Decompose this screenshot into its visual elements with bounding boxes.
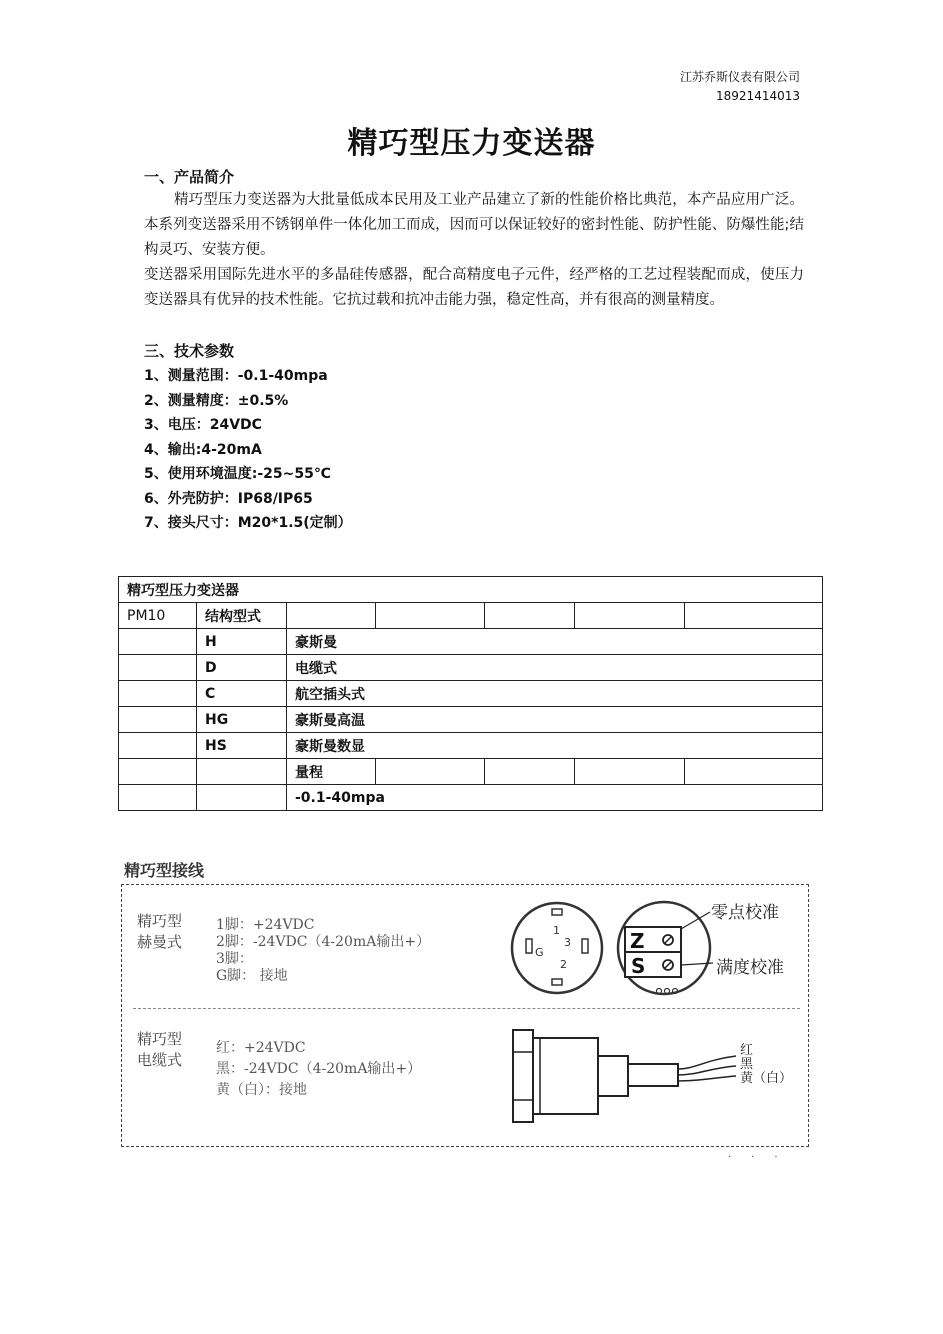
- table-row: [119, 655, 823, 681]
- span-calibration-callout: 满度校准: [716, 958, 784, 978]
- cable-wire-yellow: 黄（白）：接地: [216, 1082, 307, 1098]
- calibration-drawing: [613, 896, 713, 1000]
- pin-3-label: 3: [564, 936, 571, 949]
- hirschmann-connector-drawing: [508, 896, 608, 1000]
- zero-mark: Z: [630, 929, 645, 953]
- structure-desc: 豪斯曼: [287, 629, 823, 655]
- pin-g-label: G: [535, 946, 544, 959]
- cable-wire-red: 红：+24VDC: [216, 1040, 306, 1056]
- range-header: 量程: [287, 759, 376, 785]
- structure-code: H: [197, 629, 287, 655]
- hirschmann-pin-2: 2脚：-24VDC（4-20mA输出+）: [216, 934, 431, 950]
- table-row: [119, 629, 823, 655]
- structure-header: 结构型式: [197, 603, 287, 629]
- structure-desc: 电缆式: [287, 655, 823, 681]
- intro-paragraph-1: 精巧型压力变送器为大批量低成本民用及工业产品建立了新的性能价格比典范，本产品应用广泛。本系列变送器采用不锈钢单件一体化加工而成，因而可以保证较好的密封性能、防护性能、防爆性能;结构灵巧、安装方便。: [144, 192, 804, 258]
- cable-label-1: 精巧型: [137, 1030, 183, 1048]
- structure-desc: 航空插头式: [287, 681, 823, 707]
- spec-item: 2、测量精度：±0.5%: [144, 393, 289, 409]
- spec-item: 4、输出:4-20mA: [144, 442, 262, 458]
- structure-code: HG: [197, 707, 287, 733]
- company-name: 江苏乔斯仪表有限公司: [679, 70, 800, 84]
- spec-item: 6、外壳防护：IP68/IP65: [144, 491, 313, 507]
- wire-tag-red: 红: [740, 1043, 754, 1058]
- wiring-title: 精巧型接线: [124, 861, 205, 880]
- model-code: PM10: [119, 603, 197, 629]
- spec-item: 5、使用环境温度:-25~55℃: [144, 466, 331, 482]
- cable-wire-black: 黑：-24VDC（4-20mA输出+）: [216, 1061, 422, 1077]
- specs-heading: 三、技术参数: [144, 342, 235, 360]
- structure-desc: 豪斯曼高温: [287, 707, 823, 733]
- spec-item: 7、接头尺寸：M20*1.5(定制）: [144, 515, 352, 531]
- table-row: [119, 707, 823, 733]
- decorative-dots: ···: [728, 1152, 798, 1163]
- wire-tag-yellow: 黄（白）: [740, 1071, 793, 1086]
- structure-code: D: [197, 655, 287, 681]
- hirschmann-pin-1: 1脚：+24VDC: [216, 917, 315, 933]
- structure-code: C: [197, 681, 287, 707]
- zero-calibration-callout: 零点校准: [711, 903, 779, 923]
- spec-item: 3、电压：24VDC: [144, 417, 262, 433]
- table-row: [119, 681, 823, 707]
- table-row: [119, 759, 823, 785]
- page-title: 精巧型压力变送器: [347, 126, 596, 161]
- span-mark: S: [631, 954, 646, 978]
- table-row: [119, 603, 823, 629]
- intro-heading: 一、产品简介: [144, 168, 235, 186]
- hirschmann-pin-g: G脚： 接地: [216, 968, 288, 984]
- selection-table: [118, 576, 823, 811]
- table-title-row: [119, 577, 823, 603]
- table-title: 精巧型压力变送器: [119, 577, 823, 603]
- hirschmann-label-2: 赫曼式: [137, 933, 183, 951]
- structure-code: HS: [197, 733, 287, 759]
- structure-desc: 豪斯曼数显: [287, 733, 823, 759]
- pin-2-label: 2: [560, 958, 567, 971]
- hirschmann-label-1: 精巧型: [137, 912, 183, 930]
- wiring-divider: [133, 1008, 800, 1009]
- cable-transmitter-drawing: [510, 1026, 742, 1126]
- spec-item: 1、测量范围：-0.1-40mpa: [144, 368, 328, 384]
- hirschmann-pin-3: 3脚：: [216, 951, 253, 967]
- company-phone: 18921414013: [716, 89, 800, 103]
- table-row: [119, 733, 823, 759]
- wire-tag-black: 黑: [740, 1057, 754, 1072]
- range-value: -0.1-40mpa: [287, 785, 823, 811]
- pin-1-label: 1: [553, 924, 560, 937]
- cable-label-2: 电缆式: [137, 1051, 183, 1069]
- table-row: [119, 785, 823, 811]
- intro-paragraph-2: 变送器采用国际先进水平的多晶硅传感器，配合高精度电子元件，经严格的工艺过程装配而成，使压力变送器具有优异的技术性能。它抗过载和抗冲击能力强，稳定性高，并有很高的测量精度。: [144, 267, 804, 308]
